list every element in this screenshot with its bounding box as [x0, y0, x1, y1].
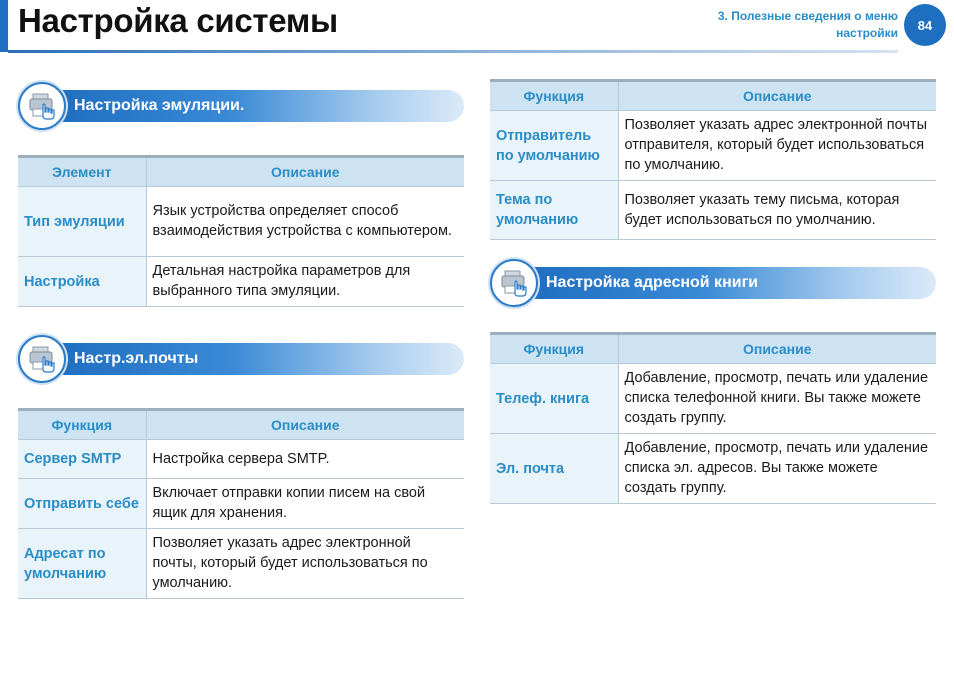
page-title: Настройка системы: [18, 2, 338, 39]
column-header: Описание: [618, 81, 936, 111]
breadcrumb-line-1: 3. Полезные сведения о меню: [717, 9, 898, 23]
printer-touch-icon: [18, 335, 66, 383]
table-header-row: [490, 334, 936, 364]
table-row: [18, 187, 464, 257]
printer-touch-icon: [18, 82, 66, 130]
breadcrumb[interactable]: [718, 8, 898, 42]
header-accent-bar: [0, 0, 8, 52]
breadcrumb-line-2: настройки: [836, 26, 898, 40]
table-row: [18, 257, 464, 307]
section-header-emulation: [18, 89, 464, 123]
table-row: [18, 529, 464, 599]
column-header: Описание: [146, 157, 464, 187]
section-header-addressbook: [490, 266, 936, 300]
column-header: Элемент: [18, 157, 146, 187]
table-row: [490, 111, 936, 181]
section-title: Настройка эмуляции.: [74, 97, 245, 114]
row-description: Позволяет указать адрес электронной почты, который будет использоваться по умолчанию.: [146, 529, 464, 599]
column-header: Функция: [490, 334, 618, 364]
row-description: Добавление, просмотр, печать или удаление списка эл. адресов. Вы также можете создать группу.: [618, 434, 936, 504]
table-header-row: [490, 81, 936, 111]
row-description: Язык устройства определяет способ взаимодействия устройства с компьютером.: [146, 187, 464, 257]
row-key: Тип эмуляции: [18, 187, 146, 257]
section-title: Настройка адресной книги: [546, 274, 759, 291]
column-header: Функция: [490, 81, 618, 111]
row-description: Настройка сервера SMTP.: [146, 440, 464, 479]
email-table: [18, 408, 464, 599]
table-header-row: [18, 410, 464, 440]
row-key: Телеф. книга: [490, 364, 618, 434]
table-row: [490, 181, 936, 240]
row-key: Эл. почта: [490, 434, 618, 504]
row-description: Включает отправки копии писем на свой ящик для хранения.: [146, 479, 464, 529]
row-key: Настройка: [18, 257, 146, 307]
row-key: Отправить себе: [18, 479, 146, 529]
row-key: Отправитель по умолчанию: [490, 111, 618, 181]
table-row: [18, 479, 464, 529]
table-row: [490, 434, 936, 504]
row-key: Тема по умолчанию: [490, 181, 618, 240]
table-row: [490, 364, 936, 434]
page-number-badge: 84: [904, 4, 946, 46]
addressbook-table: [490, 332, 936, 504]
row-description: Добавление, просмотр, печать или удаление списка телефонной книги. Вы также можете создать группу.: [618, 364, 936, 434]
printer-touch-icon: [490, 259, 538, 307]
column-header: Функция: [18, 410, 146, 440]
column-header: Описание: [146, 410, 464, 440]
section-header-email: [18, 342, 464, 376]
table-header-row: [18, 157, 464, 187]
table-row: [18, 440, 464, 479]
row-key: Сервер SMTP: [18, 440, 146, 479]
row-description: Позволяет указать тему письма, которая будет использоваться по умолчанию.: [618, 181, 936, 240]
section-title: Настр.эл.почты: [74, 350, 199, 367]
row-description: Детальная настройка параметров для выбранного типа эмуляции.: [146, 257, 464, 307]
header-divider: [8, 50, 898, 53]
column-header: Описание: [618, 334, 936, 364]
row-key: Адресат по умолчанию: [18, 529, 146, 599]
emulation-table: [18, 155, 464, 307]
row-description: Позволяет указать адрес электронной почты отправителя, который будет использоваться по умолчанию.: [618, 111, 936, 181]
email-table-continued: [490, 79, 936, 240]
